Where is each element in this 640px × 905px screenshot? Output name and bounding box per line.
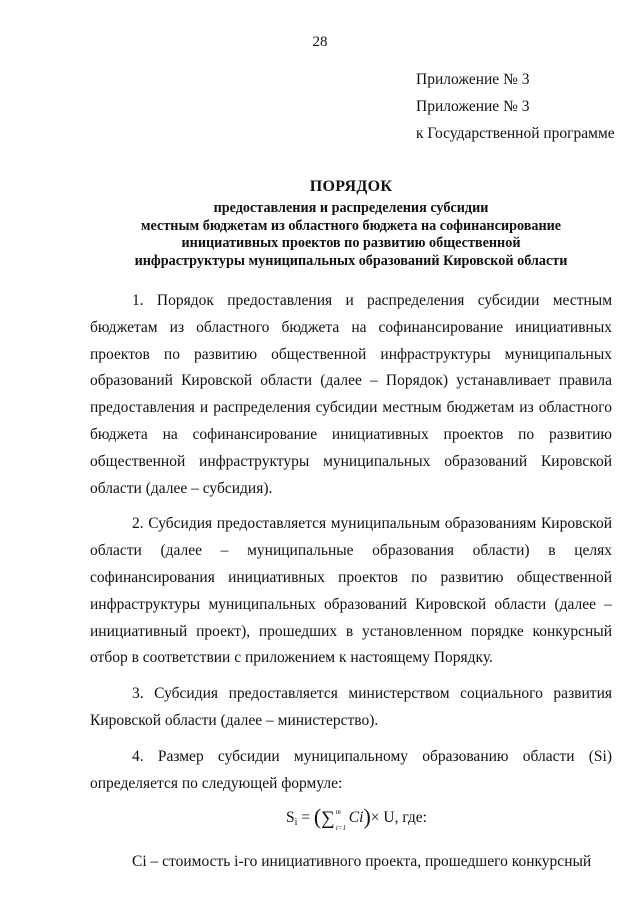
formula-term: Ci — [348, 809, 364, 827]
appendix-header — [416, 66, 615, 147]
formula-close-paren: ) — [363, 804, 371, 830]
paragraph-5: Ci – стоимость i-го инициативного проекта, прошедшего конкурсный — [132, 853, 592, 871]
title-main: ПОРЯДОК — [309, 178, 393, 195]
title-line-1: предоставления и распределения субсидии — [213, 200, 489, 216]
document-title — [90, 174, 612, 270]
paragraph-2: 2. Субсидия предоставляется муниципальным образованиям Кировской области (далее – муниципальные образования области) в целях софинансирования инициативных проектов по развитию общественной инфраструктуры муниципальных образований Кировской области (далее – инициативный проект), прошедших в установленном порядке конкурсный отбор в соответствии с приложением к настоящему Порядку. — [90, 515, 612, 667]
appendix-line-3: к Государственной программе — [416, 125, 615, 142]
sum-limits — [335, 807, 349, 832]
title-line-2: местным бюджетам из областного бюджета на софинансирование — [140, 217, 562, 234]
page-number: 28 — [312, 34, 328, 50]
paragraph-4: 4. Размер субсидии муниципальному образованию области (Si) определяется по следующей формуле: — [90, 747, 612, 792]
sum-upper-limit: m — [335, 807, 341, 816]
paragraph-3: 3. Субсидия предоставляется министерством социального развития Кировской области (далее – министерство). — [90, 685, 612, 729]
sum-lower-limit: i=1 — [335, 823, 346, 832]
paragraph-1: 1. Порядок предоставления и распределения субсидии местным бюджетам из областного бюджета на софинансирование инициативных проектов по развитию общественной инфраструктуры муниципальных образований Кировской области (далее – Порядок) устанавливает правила предоставления и распределения субсидии местным бюджетам из областного бюджета на софинансирование инициативных проектов по развитию общественной инфраструктуры муниципальных образований Кировской области (далее – субсидия). — [90, 292, 612, 497]
appendix-line-1: Приложение № 3 — [416, 71, 530, 88]
title-line-3: инициативных проектов по развитию общественной — [181, 235, 521, 251]
sum-symbol: ∑ — [321, 808, 335, 830]
subsidy-formula — [90, 801, 612, 839]
formula-lhs-subscript: i — [294, 817, 298, 829]
title-line-4: инфраструктуры муниципальных образований Кировской области — [134, 252, 568, 269]
document-body — [90, 288, 612, 876]
formula-lhs: S — [286, 809, 295, 827]
formula-open-paren: ( — [313, 804, 322, 830]
formula-equals: = — [297, 809, 314, 827]
formula-tail: × U, где: — [370, 809, 427, 827]
appendix-line-2: Приложение № 3 — [416, 98, 530, 115]
